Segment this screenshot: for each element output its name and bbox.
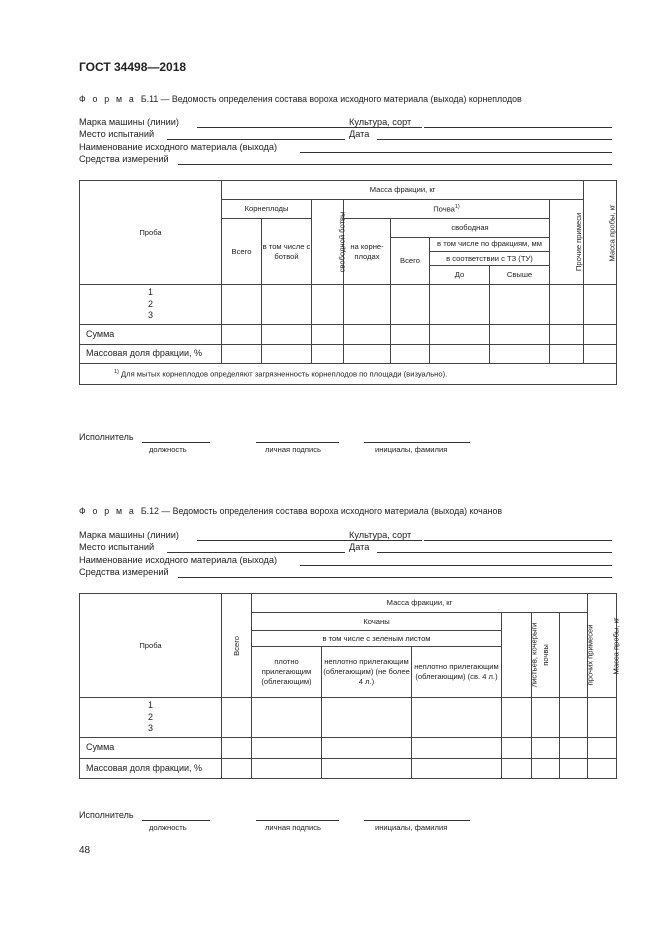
col-free-tops	[312, 200, 347, 285]
tu-text: в соответствии с ТЗ (ТУ)	[430, 251, 549, 264]
data-cell[interactable]	[262, 325, 312, 345]
crop-input-line[interactable]	[424, 127, 612, 128]
footnote	[80, 364, 617, 385]
data-cell[interactable]	[391, 325, 430, 345]
col-do: До	[430, 266, 490, 285]
executor-label: Исполнитель	[79, 432, 134, 442]
footnote-mark: 1)	[114, 368, 119, 375]
col-with-tops: в том числе с ботвой	[262, 219, 312, 285]
data-cell[interactable]	[584, 325, 617, 345]
executor-label: Исполнитель	[79, 810, 134, 820]
data-cell[interactable]	[490, 345, 550, 364]
col-loose-over-4: неплотно прилегающим (облегающим) (св. 4 л.)	[412, 647, 502, 698]
row-summa: Сумма	[80, 738, 222, 759]
place-input-line[interactable]	[167, 139, 345, 140]
data-cell[interactable]	[412, 738, 502, 759]
col-vsego-2: Всего	[391, 238, 430, 285]
instruments-input-line[interactable]	[178, 577, 612, 578]
data-cell[interactable]	[252, 698, 322, 738]
data-cell[interactable]	[322, 759, 412, 779]
data-cell[interactable]	[550, 345, 584, 364]
data-cell[interactable]	[391, 285, 430, 325]
instruments-label: Средства измерений	[79, 154, 169, 164]
col-tight: плотно прилегающим (облегающим)	[252, 647, 322, 698]
col-mass-fraction: Масса фракции, кг	[222, 181, 584, 200]
row-number: 1	[147, 286, 153, 297]
date-input-line[interactable]	[377, 552, 612, 553]
form-title-text: Б.12 — Ведомость определения состава вороха исходного материала (выхода) кочанов	[140, 506, 503, 516]
data-cell[interactable]	[490, 325, 550, 345]
leaves-stalks-text: листьев, кочерыги	[529, 622, 539, 688]
crop-label: Культура, сорт	[349, 117, 412, 127]
machine-label: Марка машины (линии)	[79, 117, 179, 127]
col-other-impurities	[550, 200, 584, 285]
footnote-text: Для мытых корнеплодов определяют загрязненность корнеплодов по площади (визуально).	[121, 369, 448, 379]
material-label: Наименование исходного материала (выхода)	[79, 555, 278, 565]
machine-label: Марка машины (линии)	[79, 530, 179, 540]
col-vsego: Всего	[222, 219, 262, 285]
signature-caption: личная подпись	[265, 445, 321, 454]
row-number: 3	[147, 723, 153, 734]
sample-mass-text: Масса пробы, кг	[611, 616, 621, 675]
data-cell[interactable]	[222, 738, 252, 759]
data-cell[interactable]	[412, 698, 502, 738]
proba-rows	[80, 285, 222, 325]
place-input-line[interactable]	[167, 552, 345, 553]
data-cell[interactable]	[391, 345, 430, 364]
by-fractions-text: в том числе по фракциям, мм	[437, 239, 542, 249]
name-line[interactable]	[364, 442, 470, 443]
name-caption: инициалы, фамилия	[375, 445, 448, 454]
data-cell[interactable]	[532, 738, 560, 759]
date-label: Дата	[349, 542, 370, 552]
row-mass-share: Массовая доля фракции, %	[80, 345, 222, 364]
row-number: 1	[147, 699, 153, 710]
field-row-material	[79, 142, 612, 154]
free-tops-text: свободной ботвы	[337, 211, 347, 273]
position-caption: должность	[149, 823, 187, 832]
col-proba: Проба	[80, 594, 222, 698]
table-b11	[79, 180, 617, 385]
position-line[interactable]	[142, 820, 210, 821]
signature-block-b11	[79, 432, 499, 456]
col-vsego	[222, 594, 252, 698]
row-summa: Сумма	[80, 325, 222, 345]
data-cell[interactable]	[502, 698, 532, 738]
data-cell[interactable]	[430, 285, 490, 325]
col-other-impurities	[560, 613, 595, 698]
form-b11-title	[79, 94, 522, 104]
name-line[interactable]	[364, 820, 470, 821]
data-cell[interactable]	[344, 285, 391, 325]
date-input-line[interactable]	[377, 139, 612, 140]
machine-input-line[interactable]	[197, 127, 422, 128]
instruments-input-line[interactable]	[178, 164, 612, 165]
col-mass-fraction: Масса фракции, кг	[252, 594, 588, 613]
data-cell[interactable]	[222, 285, 262, 325]
row-number: 3	[147, 310, 153, 321]
col-sample-mass	[584, 181, 617, 285]
material-input-line[interactable]	[300, 565, 612, 566]
col-loose-4: неплотно прилегающим (облегающим) (не более 4 л.)	[322, 647, 412, 698]
form-b12-title	[79, 506, 502, 516]
field-row-instruments	[79, 567, 612, 579]
field-row-machine-crop	[79, 117, 612, 129]
table-b12	[79, 593, 621, 779]
page-number: 48	[79, 845, 91, 856]
signature-caption: личная подпись	[265, 823, 321, 832]
crop-label: Культура, сорт	[349, 530, 412, 540]
crop-input-line[interactable]	[424, 540, 612, 541]
data-cell[interactable]	[322, 738, 412, 759]
date-label: Дата	[349, 129, 370, 139]
data-cell[interactable]	[312, 325, 344, 345]
data-cell[interactable]	[412, 759, 502, 779]
data-cell[interactable]	[322, 698, 412, 738]
data-cell[interactable]	[252, 759, 322, 779]
col-svyshe: Свыше	[490, 266, 550, 285]
data-cell[interactable]	[502, 759, 532, 779]
data-cell[interactable]	[550, 285, 584, 325]
data-cell[interactable]	[252, 738, 322, 759]
form-title-text: Б.11 — Ведомость определения состава вороха исходного материала (выхода) корнеплодов	[140, 94, 522, 104]
row-mass-share: Массовая доля фракции, %	[80, 759, 222, 779]
instruments-label: Средства измерений	[79, 567, 169, 577]
vsego-text: Всего	[231, 635, 241, 656]
position-caption: должность	[149, 445, 187, 454]
col-on-roots: на корне-плодах	[344, 219, 391, 285]
form-label: Ф о р м а	[79, 506, 136, 516]
data-cell[interactable]	[532, 698, 560, 738]
sample-mass-text: Масса пробы, кг	[607, 203, 617, 262]
data-cell[interactable]	[222, 759, 252, 779]
data-cell[interactable]	[560, 759, 588, 779]
col-korneplody: Корнеплоды	[222, 200, 312, 219]
signature-line[interactable]	[256, 442, 339, 443]
data-cell[interactable]	[588, 698, 617, 738]
field-row-instruments	[79, 154, 612, 166]
row-number: 2	[147, 298, 153, 309]
col-svobodnaya: свободная	[391, 219, 550, 238]
pochva-text: Почва	[433, 204, 455, 214]
field-row-place-date	[79, 129, 612, 141]
position-line[interactable]	[142, 442, 210, 443]
data-cell[interactable]	[262, 345, 312, 364]
col-leaves-stalks	[502, 613, 539, 698]
data-cell[interactable]	[262, 285, 312, 325]
field-row-place-date	[79, 542, 612, 554]
field-row-material	[79, 555, 612, 567]
document-header: ГОСТ 34498—2018	[79, 60, 187, 74]
data-cell[interactable]	[588, 759, 617, 779]
name-caption: инициалы, фамилия	[375, 823, 448, 832]
field-row-machine-crop	[79, 530, 612, 542]
col-kochany: Кочаны	[252, 613, 502, 631]
data-cell[interactable]	[430, 325, 490, 345]
signature-block-b12	[79, 810, 499, 834]
data-cell[interactable]	[430, 345, 490, 364]
data-cell[interactable]	[584, 345, 617, 364]
proba-rows	[80, 698, 222, 738]
data-cell[interactable]	[344, 345, 391, 364]
data-cell[interactable]	[502, 738, 532, 759]
data-cell[interactable]	[550, 325, 584, 345]
machine-input-line[interactable]	[197, 540, 422, 541]
col-by-fractions	[430, 238, 550, 266]
other-impurities-text: прочих примесей	[585, 624, 595, 686]
data-cell[interactable]	[588, 738, 617, 759]
soil-text: почвы	[540, 644, 550, 666]
pochva-sup: 1)	[454, 203, 460, 210]
data-cell[interactable]	[490, 285, 550, 325]
data-cell[interactable]	[560, 738, 588, 759]
data-cell[interactable]	[222, 698, 252, 738]
col-green-leaf: в том числе с зеленым листом	[252, 631, 502, 647]
material-label: Наименование исходного материала (выхода)	[79, 142, 278, 152]
row-number: 2	[147, 711, 153, 722]
data-cell[interactable]	[560, 698, 588, 738]
data-cell[interactable]	[344, 325, 391, 345]
place-label: Место испытаний	[79, 129, 155, 139]
col-pochva	[344, 200, 550, 219]
data-cell[interactable]	[312, 285, 344, 325]
data-cell[interactable]	[312, 345, 344, 364]
material-input-line[interactable]	[300, 152, 612, 153]
data-cell[interactable]	[584, 285, 617, 325]
data-cell[interactable]	[222, 345, 262, 364]
form-label: Ф о р м а	[79, 94, 136, 104]
place-label: Место испытаний	[79, 542, 155, 552]
data-cell[interactable]	[222, 325, 262, 345]
signature-line[interactable]	[256, 820, 339, 821]
col-proba: Проба	[80, 181, 222, 285]
data-cell[interactable]	[532, 759, 560, 779]
other-impurities-text: Прочие примеси	[574, 212, 584, 272]
